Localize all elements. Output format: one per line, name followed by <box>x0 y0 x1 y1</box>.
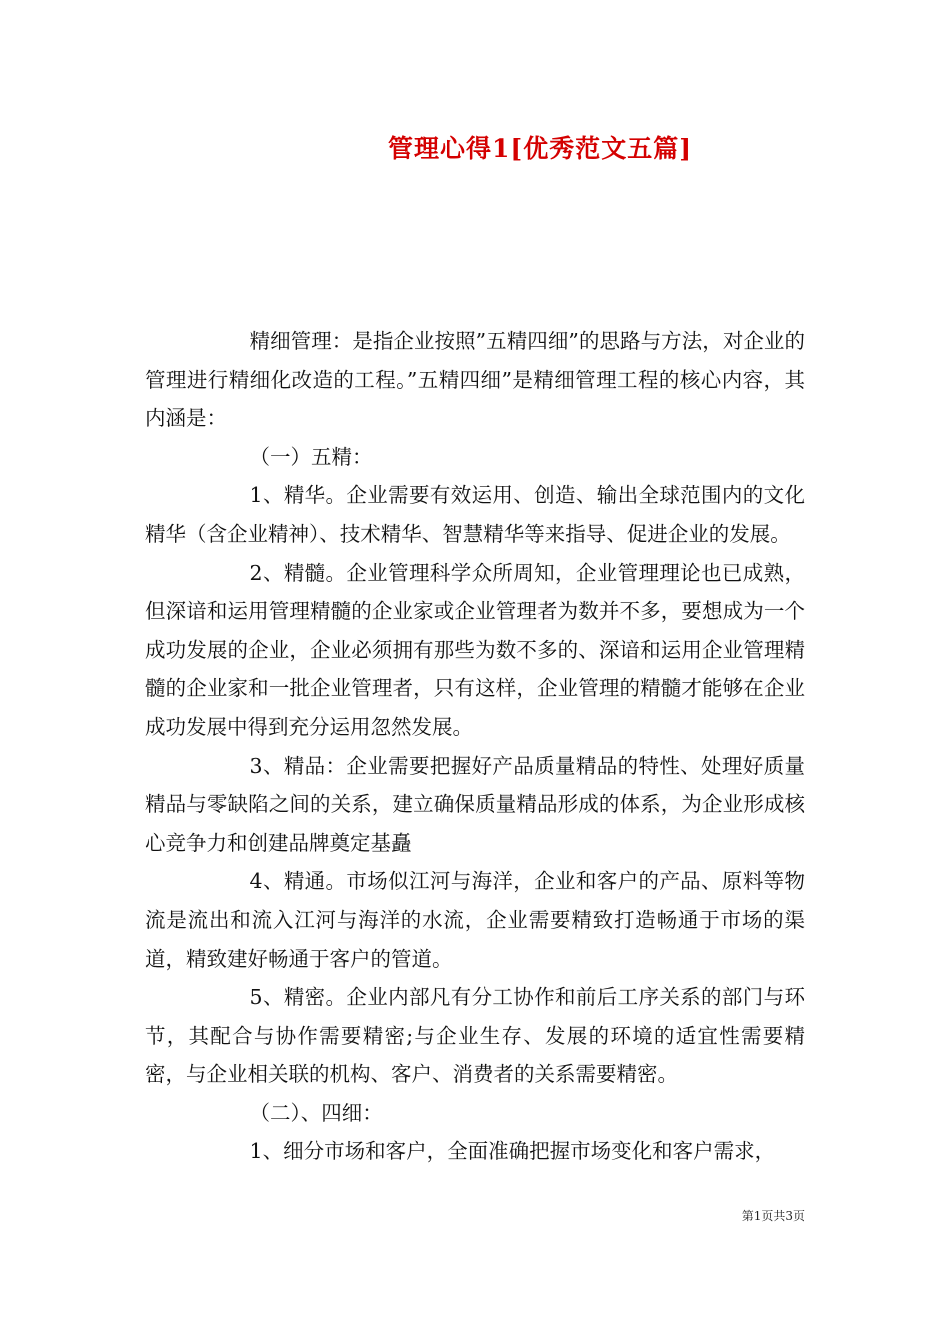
paragraph-xifen: 1、细分市场和客户，全面准确把握市场变化和客户需求， <box>249 1139 776 1164</box>
paragraph-intro: 精细管理：是指企业按照”五精四细”的思路与方法，对企业的管理进行精细化改造的工程。”五精四细”是精细管理工程的核心内容，其内涵是： <box>145 329 805 431</box>
paragraph-jingmi: 5、精密。企业内部凡有分工协作和前后工序关系的部门与环节，其配合与协作需要精密;与企业生存、发展的环境的适宜性需要精密，与企业相关联的机构、客户、消费者的关系需要精密。 <box>145 985 805 1087</box>
section-heading-four-xi: （二）、四细： <box>249 1100 383 1125</box>
paragraph-jingpin: 3、精品：企业需要把握好产品质量精品的特性、处理好质量精品与零缺陷之间的关系，建立确保质量精品形成的体系，为企业形成核心竞争力和创建品牌奠定基矗 <box>145 753 805 855</box>
document-title: 管理心得1[优秀范文五篇] <box>387 134 693 163</box>
paragraph-jinghua: 1、精华。企业需要有效运用、创造、输出全球范围内的文化精华（含企业精神）、技术精华、智慧精华等来指导、促进企业的发展。 <box>145 483 805 546</box>
paragraph-jingsui: 2、精髓。企业管理科学众所周知，企业管理理论也已成熟，但深谙和运用管理精髓的企业家或企业管理者为数并不多，要想成为一个成功发展的企业，企业必须拥有那些为数不多的、深谙和运用企业管理精髓的企业家和一批企业管理者，只有这样，企业管理的精髓才能够在企业成功发展中得到充分运用忽然发展。 <box>145 560 805 739</box>
page-number: 第1页共3页 <box>741 1209 805 1223</box>
section-heading-five-jing: （一）五精： <box>249 444 373 469</box>
paragraph-jingtong: 4、精通。市场似江河与海洋，企业和客户的产品、原料等物流是流出和流入江河与海洋的水流，企业需要精致打造畅通于市场的渠道，精致建好畅通于客户的管道。 <box>145 869 805 971</box>
document-body <box>145 322 805 1171</box>
